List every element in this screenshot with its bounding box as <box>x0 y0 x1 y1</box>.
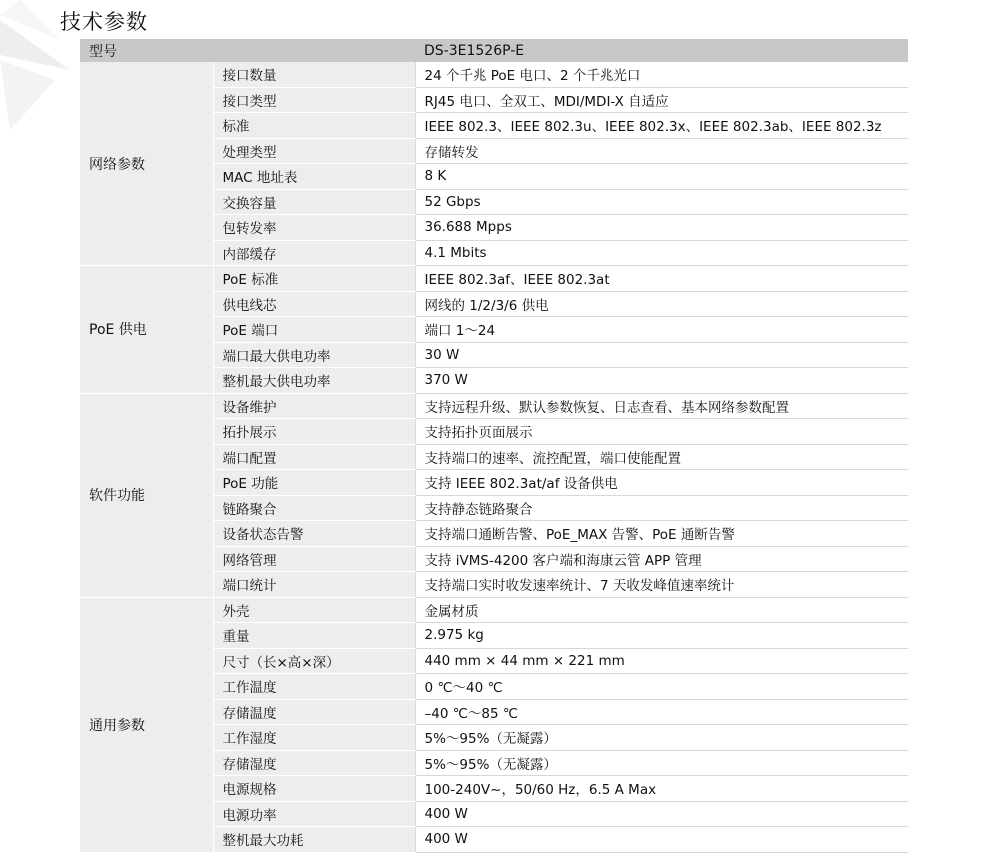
param-value: 支持端口的速率、流控配置，端口使能配置 <box>415 444 908 470</box>
param-label: 链路聚合 <box>213 495 415 521</box>
param-value: 支持 iVMS-4200 客户端和海康云管 APP 管理 <box>415 546 908 572</box>
param-value: 370 W <box>415 368 908 394</box>
param-value: 440 mm × 44 mm × 221 mm <box>415 648 908 674</box>
param-value: 支持端口通断告警、PoE_MAX 告警、PoE 通断告警 <box>415 521 908 547</box>
param-label: 存储湿度 <box>213 750 415 776</box>
param-label: 设备状态告警 <box>213 521 415 547</box>
page-title: 技术参数 <box>60 10 148 34</box>
spec-row <box>80 597 908 623</box>
param-value: 端口 1～24 <box>415 317 908 343</box>
param-value: 24 个千兆 PoE 电口、2 个千兆光口 <box>415 62 908 87</box>
param-label: 标准 <box>213 113 415 139</box>
param-value: 400 W <box>415 801 908 827</box>
param-value: 2.975 kg <box>415 623 908 649</box>
param-value: RJ45 电口、全双工、MDI/MDI-X 自适应 <box>415 87 908 113</box>
param-label: 尺寸（长×高×深） <box>213 648 415 674</box>
param-label: 端口统计 <box>213 572 415 598</box>
spec-row <box>80 62 908 87</box>
param-label: 外壳 <box>213 597 415 623</box>
param-value: 支持拓扑页面展示 <box>415 419 908 445</box>
header-label: 型号 <box>80 39 415 62</box>
param-label: PoE 功能 <box>213 470 415 496</box>
param-label: MAC 地址表 <box>213 164 415 190</box>
param-value: 36.688 Mpps <box>415 215 908 241</box>
param-value: 100-240V~，50/60 Hz，6.5 A Max <box>415 776 908 802</box>
spec-table-body <box>80 39 908 852</box>
param-label: 接口类型 <box>213 87 415 113</box>
param-label: 接口数量 <box>213 62 415 87</box>
group-label: 通用参数 <box>80 597 213 852</box>
param-value: 5%～95%（无凝露） <box>415 750 908 776</box>
param-value: 支持静态链路聚合 <box>415 495 908 521</box>
param-label: 端口最大供电功率 <box>213 342 415 368</box>
param-value: IEEE 802.3、IEEE 802.3u、IEEE 802.3x、IEEE 802.3ab、IEEE 802.3z <box>415 113 908 139</box>
group-label: PoE 供电 <box>80 266 213 394</box>
param-label: 网络管理 <box>213 546 415 572</box>
param-value: 存储转发 <box>415 138 908 164</box>
param-label: 拓扑展示 <box>213 419 415 445</box>
param-label: 端口配置 <box>213 444 415 470</box>
group-label: 软件功能 <box>80 393 213 597</box>
param-label: 工作温度 <box>213 674 415 700</box>
param-label: 存储温度 <box>213 699 415 725</box>
param-value: 4.1 Mbits <box>415 240 908 266</box>
param-label: 电源功率 <box>213 801 415 827</box>
header-model: DS-3E1526P-E <box>415 39 908 62</box>
param-label: 整机最大功耗 <box>213 827 415 853</box>
param-value: 支持远程升级、默认参数恢复、日志查看、基本网络参数配置 <box>415 393 908 419</box>
param-label: 供电线芯 <box>213 291 415 317</box>
header-row <box>80 39 908 62</box>
param-label: 处理类型 <box>213 138 415 164</box>
param-value: 30 W <box>415 342 908 368</box>
param-value: 支持 IEEE 802.3at/af 设备供电 <box>415 470 908 496</box>
param-label: 重量 <box>213 623 415 649</box>
param-label: 电源规格 <box>213 776 415 802</box>
param-label: 整机最大供电功率 <box>213 368 415 394</box>
param-value: 金属材质 <box>415 597 908 623</box>
param-label: 包转发率 <box>213 215 415 241</box>
spec-table <box>80 39 908 853</box>
param-label: 交换容量 <box>213 189 415 215</box>
spec-row <box>80 393 908 419</box>
param-value: 52 Gbps <box>415 189 908 215</box>
param-label: PoE 标准 <box>213 266 415 292</box>
param-value: 支持端口实时收发速率统计、7 天收发峰值速率统计 <box>415 572 908 598</box>
param-label: 设备维护 <box>213 393 415 419</box>
param-value: IEEE 802.3af、IEEE 802.3at <box>415 266 908 292</box>
param-label: PoE 端口 <box>213 317 415 343</box>
param-label: 内部缓存 <box>213 240 415 266</box>
spec-row <box>80 266 908 292</box>
param-value: 网线的 1/2/3/6 供电 <box>415 291 908 317</box>
param-value: 8 K <box>415 164 908 190</box>
group-label: 网络参数 <box>80 62 213 266</box>
param-value: 0 ℃～40 ℃ <box>415 674 908 700</box>
param-value: 400 W <box>415 827 908 853</box>
param-value: –40 ℃～85 ℃ <box>415 699 908 725</box>
param-label: 工作湿度 <box>213 725 415 751</box>
param-value: 5%～95%（无凝露） <box>415 725 908 751</box>
